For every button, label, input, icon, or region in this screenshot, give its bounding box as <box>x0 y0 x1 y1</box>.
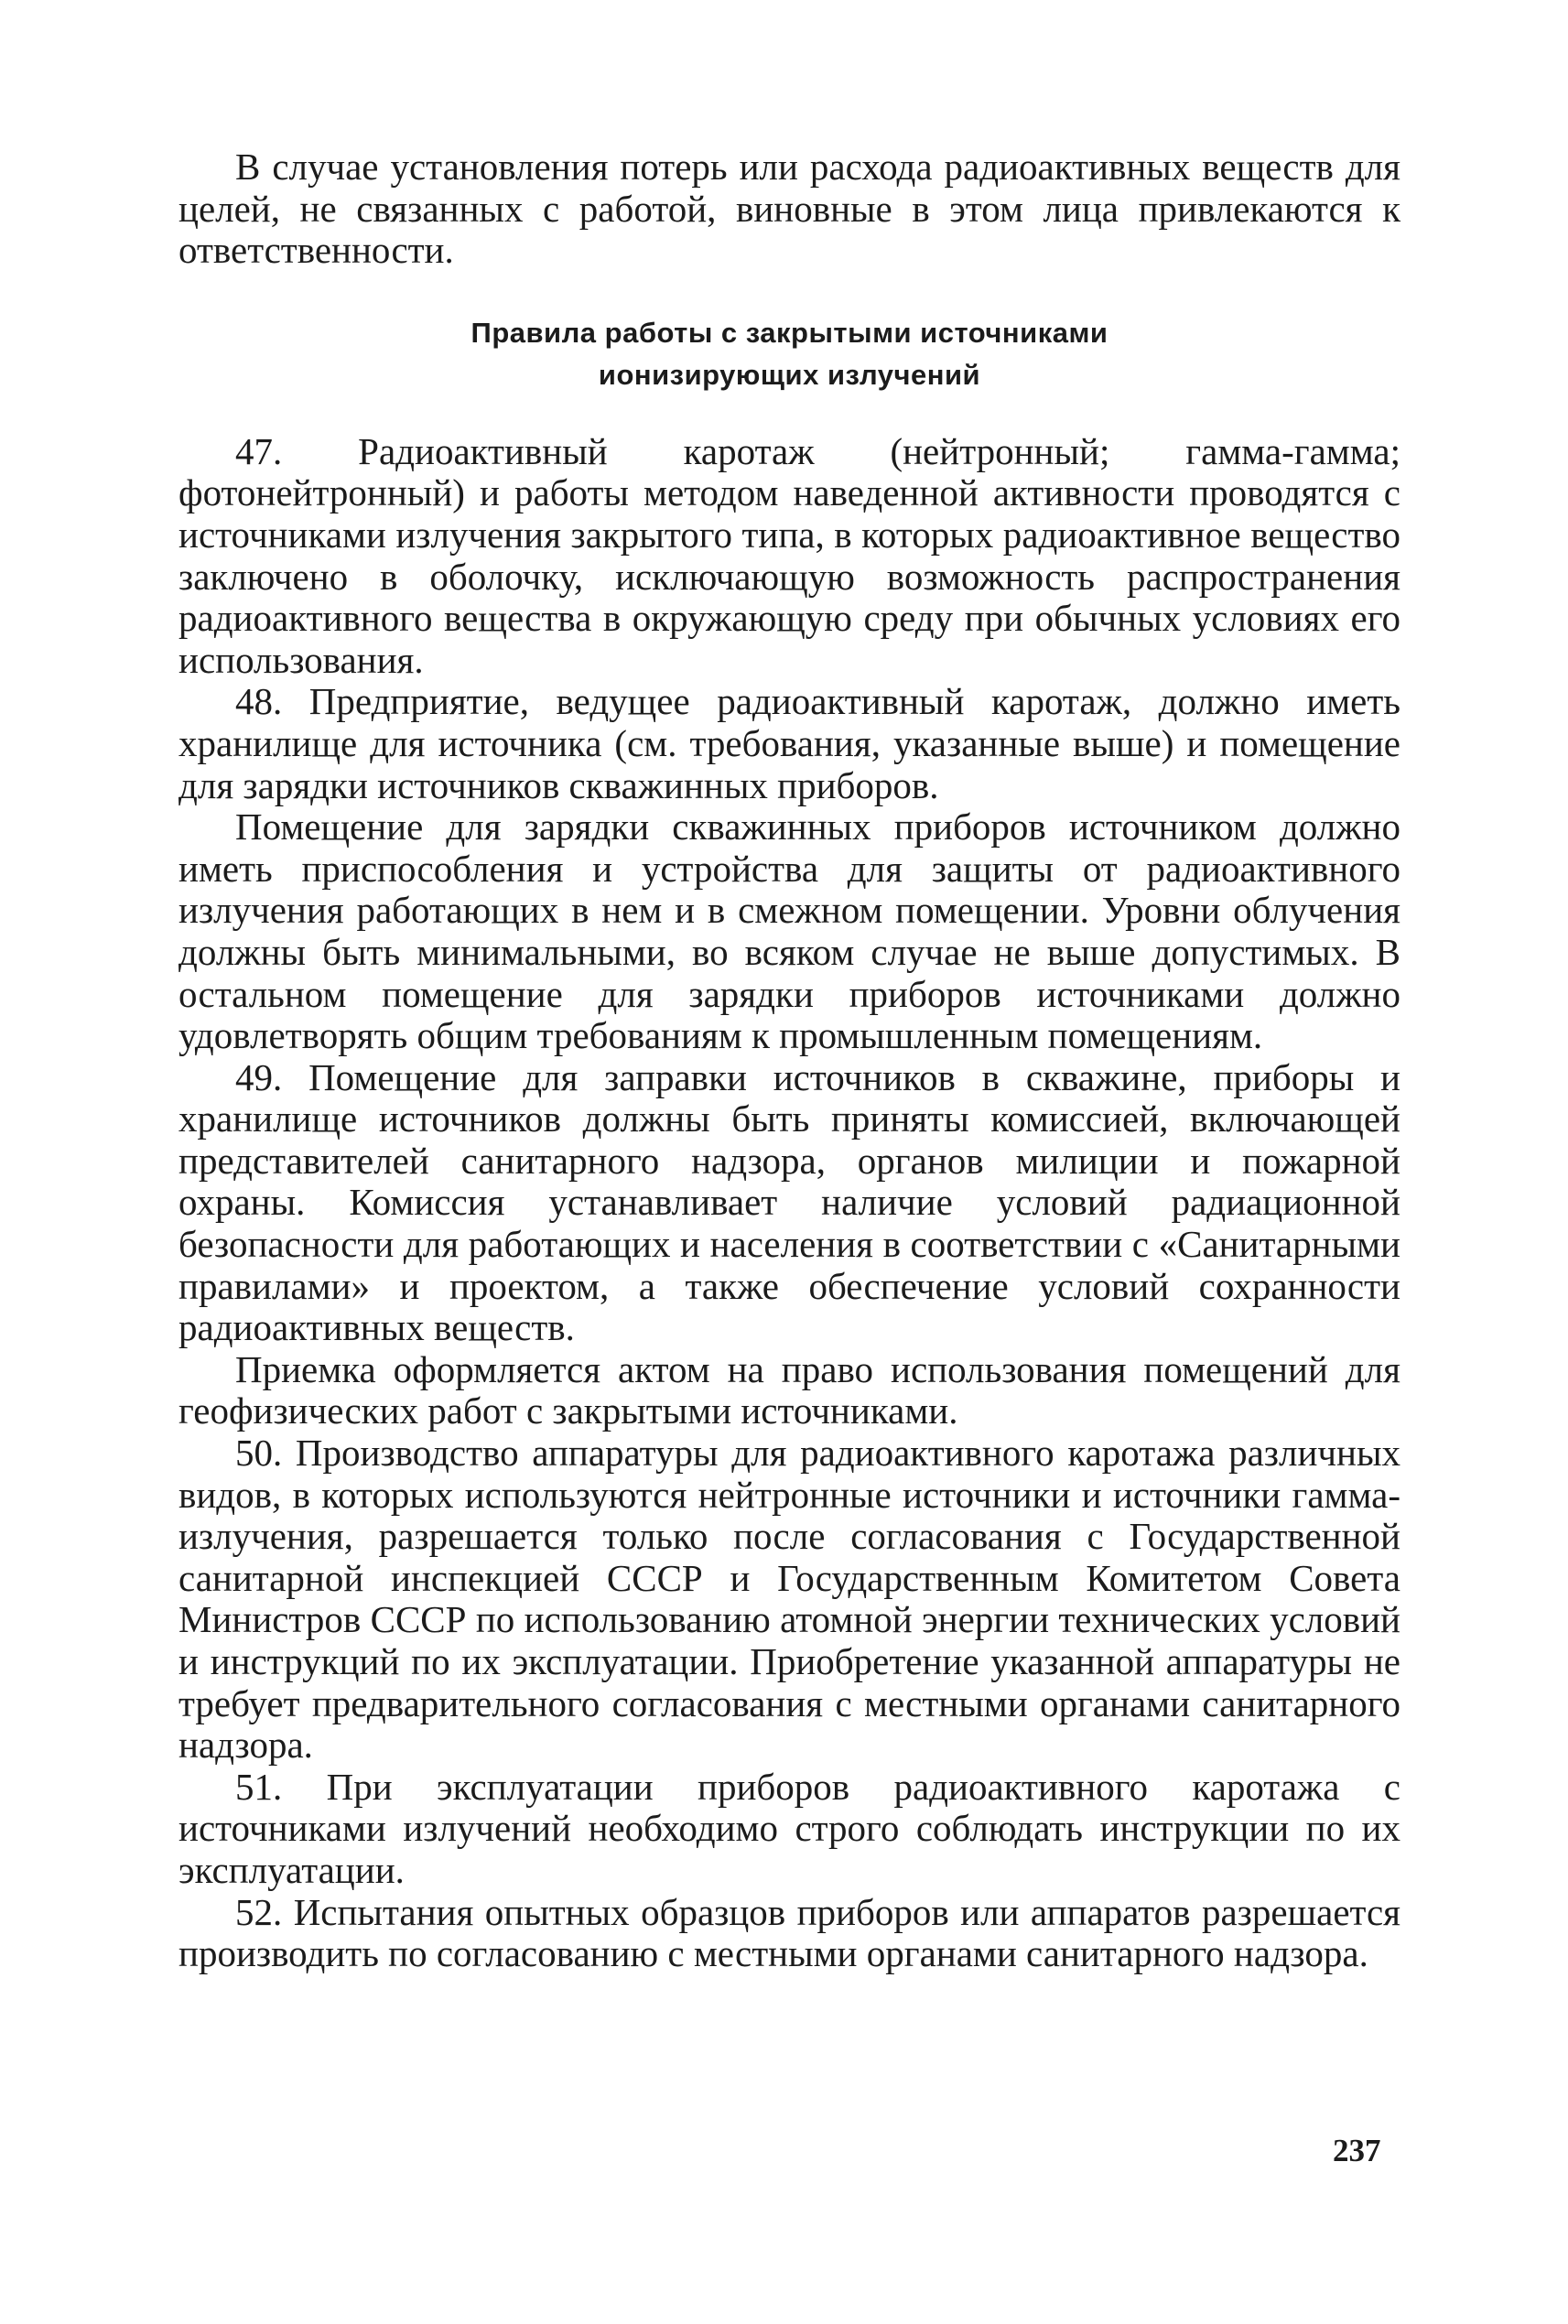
page-number: 237 <box>1333 2133 1381 2168</box>
paragraph-acceptance: Приемка оформляется актом на право использования помещений для геофизических работ с закрытыми источниками. <box>178 1347 1400 1432</box>
section-heading-line-2: ионизирующих излучений <box>598 358 981 391</box>
paragraph-48: 48. Предприятие, ведущее радиоактивный каротаж, должно иметь хранилище для источника (см. требования, указанные выше) и помещение для зарядки источников скважинных приборов. <box>178 680 1400 806</box>
section-heading <box>178 312 1400 396</box>
intro-paragraph: В случае установления потерь или расхода радиоактивных веществ для целей, не связанных с работой, виновные в этом лица привлекаются к ответственности. <box>178 146 1400 272</box>
paragraph-charging-room: Помещение для зарядки скважинных приборов источником должно иметь приспособления и устройства для защиты от радиоактивного излучения работающих в нем и в смежном помещении. Уровни облучения должны быть минимальными, во всяком случае не выше допустимых. В остальном помещение для зарядки приборов источниками должно удовлетворять общим требованиям к промышленным помещениям. <box>178 805 1400 1057</box>
paragraph-49: 49. Помещение для заправки источников в скважине, приборы и хранилище источников должны быть приняты комиссией, включающей представителей санитарного надзора, органов милиции и пожарной охраны. Комиссия устанавливает наличие условий радиационной безопасности для работающих и населения в соответствии с «Санитарными правилами» и проектом, а также обеспечение условий сохранности радиоактивных веществ. <box>178 1055 1400 1349</box>
paragraph-52: 52. Испытания опытных образцов приборов или аппаратов разрешается производить по согласованию с местными органами санитарного надзора. <box>178 1890 1400 1975</box>
paragraph-50: 50. Производство аппаратуры для радиоактивного каротажа различных видов, в которых используются нейтронные источники и источники гамма-излучения, разрешается только после согласования с Государственной санитарной инспекцией СССР и Государственным Комитетом Совета Министров СССР по использованию атомной энергии технических условий и инструкций по их эксплуатации. Приобретение указанной аппаратуры не требует предварительного согласования с местными органами санитарного надзора. <box>178 1432 1400 1767</box>
document-page <box>178 146 1400 1975</box>
section-heading-line-1: Правила работы с закрытыми источниками <box>470 316 1108 349</box>
paragraph-47: 47. Радиоактивный каротаж (нейтронный; гамма-гамма; фотонейтронный) и работы методом наведенной активности проводятся с источниками излучения закрытого типа, в которых радиоактивное вещество заключено в оболочку, исключающую возможность распространения радиоактивного вещества в окружающую среду при обычных условиях его использования. <box>178 429 1400 681</box>
paragraph-51: 51. При эксплуатации приборов радиоактивного каротажа с источниками излучений необходимо строго соблюдать инструкции по их эксплуатации. <box>178 1765 1400 1891</box>
